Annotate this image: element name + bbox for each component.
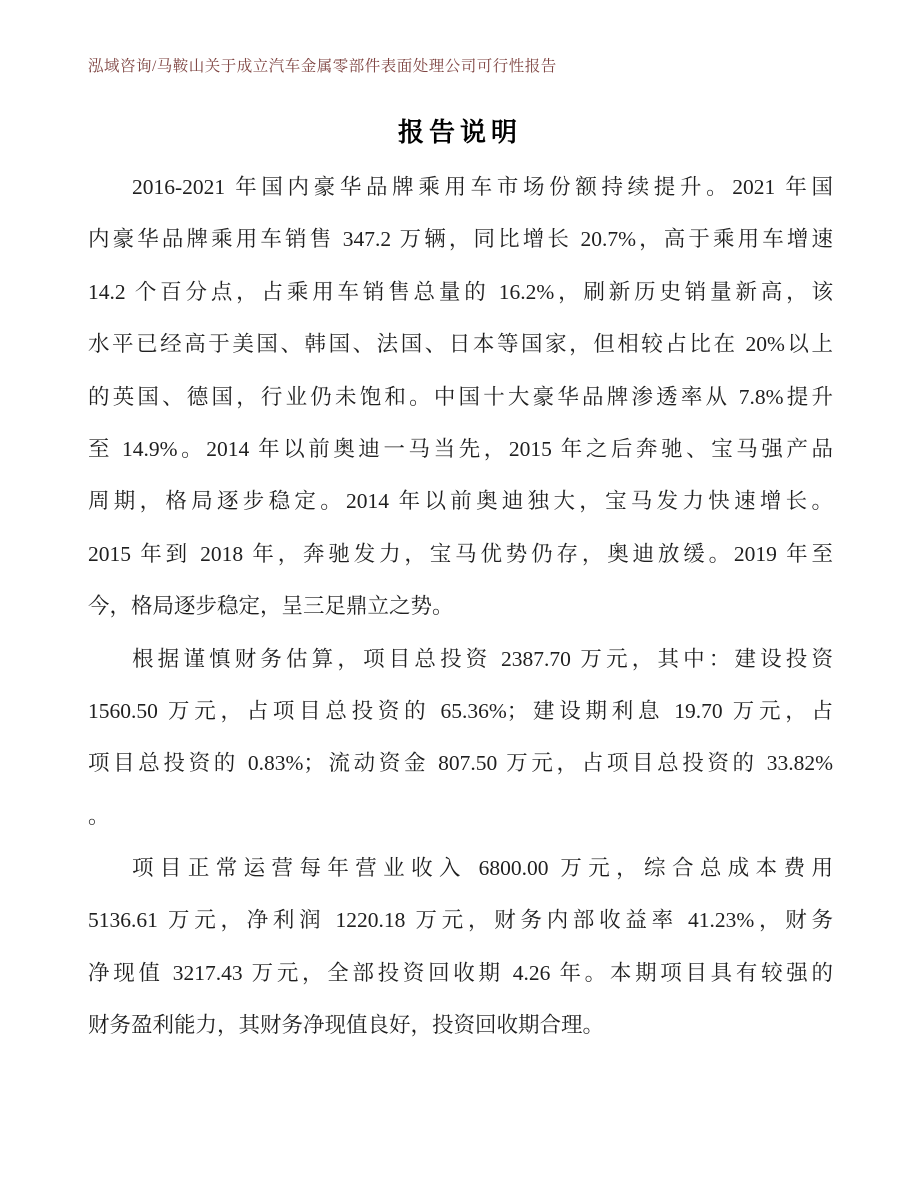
paragraph-line: 根据谨慎财务估算，项目总投资 2387.70 万元，其中：建设投资 [132,646,833,671]
paragraph [88,633,833,843]
paragraph-line: 至 14.9%。2014 年以前奥迪一马当先，2015 年之后奔驰、宝马强产品 [88,436,833,461]
paragraph-line: 内豪华品牌乘用车销售 347.2 万辆，同比增长 20.7%，高于乘用车增速 [88,227,833,252]
paragraph-line: 项目正常运营每年营业收入 6800.00 万元，综合总成本费用 [132,856,833,881]
paragraph-line: 项目总投资的 0.83%；流动资金 807.50 万元，占项目总投资的 33.82% [88,751,833,776]
paragraph-line: 水平已经高于美国、韩国、法国、日本等国家，但相较占比在 20%以上 [88,332,833,357]
paragraph-line: 的英国、德国，行业仍未饱和。中国十大豪华品牌渗透率从 7.8%提升 [88,384,833,409]
paragraph-line: 。 [88,803,110,828]
paragraph-line: 周期，格局逐步稳定。2014 年以前奥迪独大，宝马发力快速增长。 [88,489,833,514]
paragraph-line: 财务盈利能力，其财务净现值良好，投资回收期合理。 [88,1013,605,1038]
paragraph-line: 今，格局逐步稳定，呈三足鼎立之势。 [88,594,454,619]
paragraph [88,161,833,633]
paragraph-line: 14.2 个百分点，占乘用车销售总量的 16.2%，刷新历史销量新高，该 [88,279,833,304]
document-header: 泓域咨询/马鞍山关于成立汽车金属零部件表面处理公司可行性报告 [88,58,557,75]
paragraph [88,842,833,1052]
paragraph-line: 2016-2021 年国内豪华品牌乘用车市场份额持续提升。2021 年国 [132,175,833,199]
paragraph-line: 2015 年到 2018 年，奔驰发力，宝马优势仍存，奥迪放缓。2019 年至 [88,541,833,566]
page-title: 报告说明 [397,118,522,147]
paragraph-line: 1560.50 万元，占项目总投资的 65.36%；建设期利息 19.70 万元，占 [88,698,833,723]
document-body [88,161,833,1052]
paragraph-line: 净现值 3217.43 万元，全部投资回收期 4.26 年。本期项目具有较强的 [88,960,833,985]
paragraph-line: 5136.61 万元，净利润 1220.18 万元，财务内部收益率 41.23%，财务 [88,908,833,933]
